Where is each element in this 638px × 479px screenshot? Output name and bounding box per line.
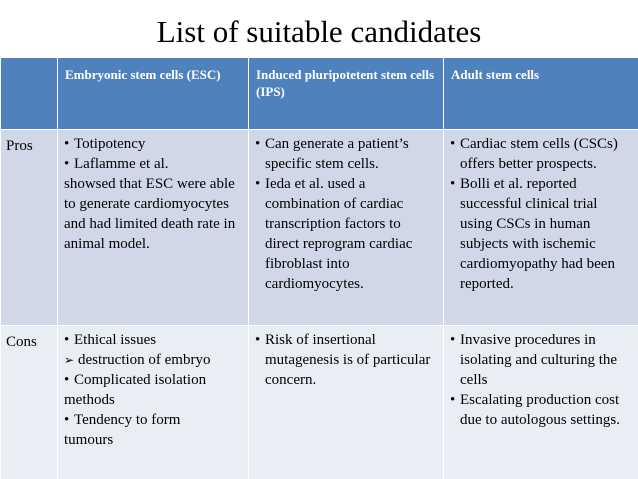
bullet-icon: • — [64, 412, 70, 428]
cell-cons-ips — [249, 326, 444, 479]
list-item — [64, 154, 242, 174]
list-item-text: showsed that ESC were able to generate cardiomyocytes and had limited death rate in animal model. — [64, 176, 236, 252]
list-item-text: Ethical issues — [74, 332, 157, 348]
list-item — [450, 330, 632, 390]
header-cell-empty — [1, 58, 58, 130]
cell-cons-esc — [58, 326, 249, 479]
list-item — [64, 370, 242, 390]
list-item-text: Invasive procedures in isolating and culturing the cells — [460, 332, 618, 388]
bullet-icon: • — [450, 392, 456, 408]
cell-pros-adult — [444, 130, 638, 326]
cell-pros-ips — [249, 130, 444, 326]
table-row-cons — [1, 326, 638, 479]
list-item — [255, 174, 437, 294]
bullet-icon: • — [450, 332, 456, 348]
slide-title: List of suitable candidates — [156, 14, 482, 49]
list-item — [64, 134, 242, 154]
bullet-icon: • — [255, 136, 261, 152]
list-item-text: Totipotency — [74, 136, 146, 152]
candidates-table — [0, 57, 638, 479]
list-item — [450, 174, 632, 294]
bullet-icon: • — [255, 176, 261, 192]
cell-pros-esc — [58, 130, 249, 326]
list-item-text: Cardiac stem cells (CSCs) offers better prospects. — [460, 136, 618, 172]
header-cell-esc: Embryonic stem cells (ESC) — [58, 58, 249, 130]
list-item — [255, 134, 437, 174]
cell-cons-adult — [444, 326, 638, 479]
list-item — [64, 330, 242, 350]
table-header-row — [1, 58, 638, 130]
bullet-icon: • — [64, 136, 70, 152]
list-item-text: Risk of insertional mutagenesis is of particular concern. — [265, 332, 431, 388]
list-item-text: destruction of embryo — [78, 352, 211, 368]
list-item-text: Tendency to form — [74, 412, 181, 428]
bullet-icon: • — [450, 136, 456, 152]
cell-text-line — [64, 390, 242, 410]
bullet-icon: • — [450, 176, 456, 192]
list-item — [64, 350, 242, 370]
bullet-icon: • — [64, 372, 70, 388]
list-item-text: Can generate a patient’s specific stem cells. — [265, 136, 409, 172]
list-item-text: Complicated isolation — [74, 372, 207, 388]
bullet-icon: • — [64, 332, 70, 348]
row-label-cons: Cons — [1, 326, 58, 479]
header-cell-adult: Adult stem cells — [444, 58, 638, 130]
list-item — [255, 330, 437, 390]
list-item-text: Ieda et al. used a combination of cardiac transcription factors to direct reprogram cardiac fibroblast into cardiomyocytes. — [265, 176, 413, 292]
list-item — [64, 410, 242, 430]
list-item-text: Bolli et al. reported successful clinical trial using CSCs in human subjects with ischemic cardiomyopathy had been reported. — [460, 176, 615, 292]
cell-text-line — [64, 174, 242, 254]
arrow-bullet-icon: ➢ — [64, 353, 75, 367]
list-item-text: tumours — [64, 432, 114, 448]
list-item-text: Laflamme et al. — [74, 156, 169, 172]
list-item-text: methods — [64, 392, 115, 408]
row-label-pros: Pros — [1, 130, 58, 326]
cell-text-line — [64, 430, 242, 450]
table-row-pros — [1, 130, 638, 326]
list-item — [450, 390, 632, 430]
list-item-text: Escalating production cost due to autologous settings. — [460, 392, 620, 428]
bullet-icon: • — [64, 156, 70, 172]
header-cell-ips: Induced pluripotetent stem cells (IPS) — [249, 58, 444, 130]
list-item — [450, 134, 632, 174]
bullet-icon: • — [255, 332, 261, 348]
